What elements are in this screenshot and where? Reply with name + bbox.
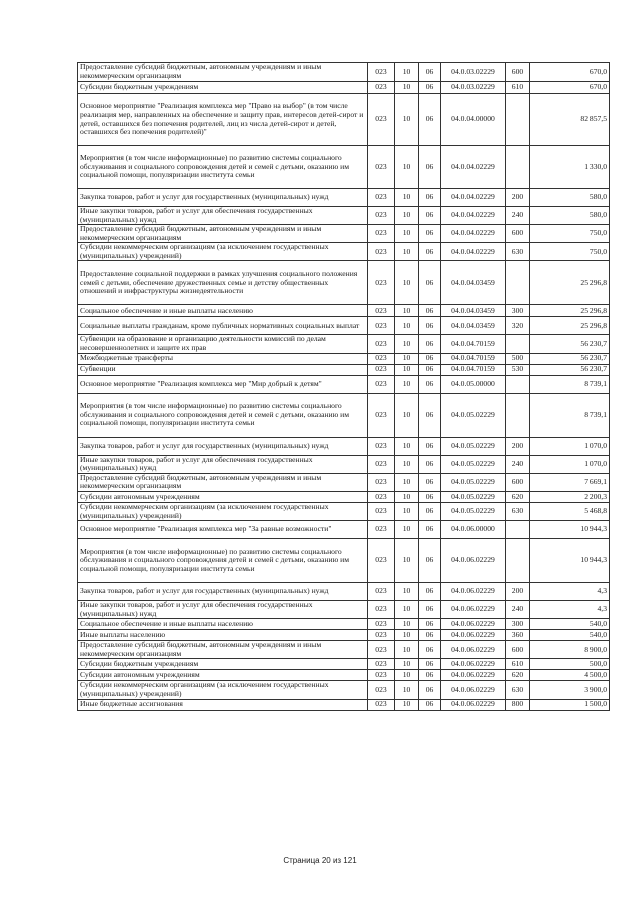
row-subsection-code: 06 xyxy=(419,364,441,375)
row-section-code: 10 xyxy=(395,583,419,601)
row-expense-type: 240 xyxy=(506,207,530,225)
row-section-code: 10 xyxy=(395,82,419,94)
row-target-code: 04.0.06.02229 xyxy=(441,630,506,641)
row-description: Субвенции на образование и организацию деятельности комиссий по делам несовершеннолетних и защите их прав xyxy=(78,335,368,353)
row-description: Предоставление социальной поддержки в рамках улучшения социального положения семей с детьми, обеспечение дружественных семье и детству общественных отношений и инфраструктуры жизнедеятельности xyxy=(78,261,368,305)
row-ministry-code: 023 xyxy=(368,699,395,710)
row-target-code: 04.0.06.02229 xyxy=(441,601,506,619)
row-subsection-code: 06 xyxy=(419,375,441,393)
row-expense-type: 240 xyxy=(506,601,530,619)
table-row xyxy=(78,305,610,317)
row-target-code: 04.0.05.00000 xyxy=(441,375,506,393)
row-section-code: 10 xyxy=(395,94,419,146)
row-section-code: 10 xyxy=(395,455,419,473)
table-row xyxy=(78,670,610,681)
row-section-code: 10 xyxy=(395,63,419,82)
table-row xyxy=(78,437,610,455)
row-subsection-code: 06 xyxy=(419,146,441,189)
table-row xyxy=(78,699,610,710)
row-expense-type: 600 xyxy=(506,225,530,243)
row-section-code: 10 xyxy=(395,521,419,539)
document-page xyxy=(77,62,609,711)
row-subsection-code: 06 xyxy=(419,670,441,681)
row-expense-type: 200 xyxy=(506,583,530,601)
row-description: Основное мероприятие "Реализация комплекса мер "За равные возможности" xyxy=(78,521,368,539)
row-subsection-code: 06 xyxy=(419,225,441,243)
row-description: Закупка товаров, работ и услуг для государственных (муниципальных) нужд xyxy=(78,189,368,207)
table-row xyxy=(78,601,610,619)
row-target-code: 04.0.06.00000 xyxy=(441,521,506,539)
row-subsection-code: 06 xyxy=(419,455,441,473)
row-ministry-code: 023 xyxy=(368,670,395,681)
row-target-code: 04.0.04.00000 xyxy=(441,94,506,146)
row-target-code: 04.0.03.02229 xyxy=(441,82,506,94)
row-ministry-code: 023 xyxy=(368,353,395,364)
row-ministry-code: 023 xyxy=(368,601,395,619)
row-section-code: 10 xyxy=(395,601,419,619)
row-description: Закупка товаров, работ и услуг для государственных (муниципальных) нужд xyxy=(78,583,368,601)
row-description: Предоставление субсидий бюджетным, автономным учреждениям и иным некоммерческим организациям xyxy=(78,225,368,243)
row-subsection-code: 06 xyxy=(419,601,441,619)
row-section-code: 10 xyxy=(395,261,419,305)
row-section-code: 10 xyxy=(395,393,419,437)
row-amount: 10 944,3 xyxy=(530,521,610,539)
row-target-code: 04.0.04.02229 xyxy=(441,189,506,207)
row-expense-type: 300 xyxy=(506,305,530,317)
row-section-code: 10 xyxy=(395,473,419,491)
row-ministry-code: 023 xyxy=(368,305,395,317)
row-section-code: 10 xyxy=(395,243,419,261)
table-row xyxy=(78,94,610,146)
row-target-code: 04.0.04.70159 xyxy=(441,335,506,353)
row-ministry-code: 023 xyxy=(368,375,395,393)
row-subsection-code: 06 xyxy=(419,473,441,491)
row-expense-type: 620 xyxy=(506,491,530,502)
row-ministry-code: 023 xyxy=(368,364,395,375)
row-amount: 500,0 xyxy=(530,659,610,670)
row-amount: 4,3 xyxy=(530,601,610,619)
table-row xyxy=(78,502,610,520)
row-section-code: 10 xyxy=(395,225,419,243)
row-amount: 5 468,8 xyxy=(530,502,610,520)
table-row xyxy=(78,261,610,305)
row-expense-type: 610 xyxy=(506,659,530,670)
row-amount: 10 944,3 xyxy=(530,539,610,583)
row-amount: 82 857,5 xyxy=(530,94,610,146)
table-row xyxy=(78,82,610,94)
row-section-code: 10 xyxy=(395,317,419,335)
row-amount: 2 200,3 xyxy=(530,491,610,502)
row-expense-type: 200 xyxy=(506,189,530,207)
row-subsection-code: 06 xyxy=(419,82,441,94)
row-expense-type: 630 xyxy=(506,502,530,520)
row-expense-type: 610 xyxy=(506,82,530,94)
table-row xyxy=(78,521,610,539)
row-target-code: 04.0.06.02229 xyxy=(441,681,506,699)
table-row xyxy=(78,189,610,207)
row-description: Субсидии некоммерческим организациям (за исключением государственных (муниципальных) учреждений) xyxy=(78,502,368,520)
row-target-code: 04.0.06.02229 xyxy=(441,583,506,601)
row-ministry-code: 023 xyxy=(368,641,395,659)
table-body xyxy=(78,63,610,711)
row-subsection-code: 06 xyxy=(419,619,441,630)
row-section-code: 10 xyxy=(395,375,419,393)
row-ministry-code: 023 xyxy=(368,502,395,520)
row-ministry-code: 023 xyxy=(368,243,395,261)
row-expense-type: 200 xyxy=(506,437,530,455)
row-target-code: 04.0.04.70159 xyxy=(441,364,506,375)
row-section-code: 10 xyxy=(395,364,419,375)
row-target-code: 04.0.05.02229 xyxy=(441,437,506,455)
row-expense-type: 800 xyxy=(506,699,530,710)
row-expense-type: 600 xyxy=(506,473,530,491)
row-description: Социальное обеспечение и иные выплаты населению xyxy=(78,305,368,317)
row-amount: 1 500,0 xyxy=(530,699,610,710)
row-expense-type xyxy=(506,335,530,353)
table-row xyxy=(78,641,610,659)
row-ministry-code: 023 xyxy=(368,473,395,491)
row-amount: 4,3 xyxy=(530,583,610,601)
row-description: Предоставление субсидий бюджетным, автономным учреждениям и иным некоммерческим организациям xyxy=(78,641,368,659)
row-amount: 25 296,8 xyxy=(530,261,610,305)
row-section-code: 10 xyxy=(395,146,419,189)
row-ministry-code: 023 xyxy=(368,437,395,455)
row-description: Межбюджетные трансферты xyxy=(78,353,368,364)
table-row xyxy=(78,243,610,261)
table-row xyxy=(78,583,610,601)
row-description: Закупка товаров, работ и услуг для государственных (муниципальных) нужд xyxy=(78,437,368,455)
row-expense-type: 240 xyxy=(506,455,530,473)
row-subsection-code: 06 xyxy=(419,305,441,317)
row-amount: 540,0 xyxy=(530,630,610,641)
row-description: Иные закупки товаров, работ и услуг для обеспечения государственных (муниципальных) нужд xyxy=(78,207,368,225)
row-subsection-code: 06 xyxy=(419,502,441,520)
row-ministry-code: 023 xyxy=(368,619,395,630)
row-description: Иные бюджетные ассигнования xyxy=(78,699,368,710)
row-section-code: 10 xyxy=(395,335,419,353)
row-expense-type: 320 xyxy=(506,317,530,335)
row-expense-type: 360 xyxy=(506,630,530,641)
row-target-code: 04.0.05.02229 xyxy=(441,455,506,473)
row-description: Субсидии автономным учреждениям xyxy=(78,670,368,681)
row-expense-type: 600 xyxy=(506,641,530,659)
row-ministry-code: 023 xyxy=(368,659,395,670)
row-section-code: 10 xyxy=(395,189,419,207)
row-target-code: 04.0.06.02229 xyxy=(441,619,506,630)
row-expense-type xyxy=(506,521,530,539)
row-section-code: 10 xyxy=(395,491,419,502)
row-target-code: 04.0.04.02229 xyxy=(441,243,506,261)
row-ministry-code: 023 xyxy=(368,521,395,539)
table-row xyxy=(78,207,610,225)
row-ministry-code: 023 xyxy=(368,225,395,243)
row-expense-type xyxy=(506,94,530,146)
row-amount: 56 230,7 xyxy=(530,353,610,364)
row-ministry-code: 023 xyxy=(368,189,395,207)
row-subsection-code: 06 xyxy=(419,63,441,82)
row-amount: 8 739,1 xyxy=(530,393,610,437)
row-subsection-code: 06 xyxy=(419,261,441,305)
row-section-code: 10 xyxy=(395,699,419,710)
row-amount: 580,0 xyxy=(530,189,610,207)
row-expense-type xyxy=(506,261,530,305)
row-section-code: 10 xyxy=(395,437,419,455)
row-description: Субсидии некоммерческим организациям (за исключением государственных (муниципальных) учреждений) xyxy=(78,681,368,699)
row-description: Иные закупки товаров, работ и услуг для обеспечения государственных (муниципальных) нужд xyxy=(78,601,368,619)
table-row xyxy=(78,393,610,437)
row-expense-type xyxy=(506,539,530,583)
row-subsection-code: 06 xyxy=(419,681,441,699)
row-amount: 8 739,1 xyxy=(530,375,610,393)
row-description: Субсидии бюджетным учреждениям xyxy=(78,82,368,94)
row-subsection-code: 06 xyxy=(419,393,441,437)
row-description: Социальное обеспечение и иные выплаты населению xyxy=(78,619,368,630)
row-amount: 670,0 xyxy=(530,63,610,82)
row-ministry-code: 023 xyxy=(368,455,395,473)
row-section-code: 10 xyxy=(395,619,419,630)
row-ministry-code: 023 xyxy=(368,82,395,94)
row-section-code: 10 xyxy=(395,670,419,681)
row-description: Предоставление субсидий бюджетным, автономным учреждениям и иным некоммерческим организациям xyxy=(78,63,368,82)
row-target-code: 04.0.06.02229 xyxy=(441,641,506,659)
row-amount: 580,0 xyxy=(530,207,610,225)
row-subsection-code: 06 xyxy=(419,491,441,502)
row-subsection-code: 06 xyxy=(419,437,441,455)
row-ministry-code: 023 xyxy=(368,539,395,583)
row-ministry-code: 023 xyxy=(368,146,395,189)
table-row xyxy=(78,619,610,630)
table-row xyxy=(78,681,610,699)
table-row xyxy=(78,63,610,82)
row-subsection-code: 06 xyxy=(419,583,441,601)
row-target-code: 04.0.05.02229 xyxy=(441,473,506,491)
table-row xyxy=(78,364,610,375)
row-section-code: 10 xyxy=(395,681,419,699)
budget-table xyxy=(77,62,610,711)
row-subsection-code: 06 xyxy=(419,243,441,261)
row-section-code: 10 xyxy=(395,502,419,520)
row-section-code: 10 xyxy=(395,207,419,225)
row-subsection-code: 06 xyxy=(419,94,441,146)
row-description: Предоставление субсидий бюджетным, автономным учреждениям и иным некоммерческим организациям xyxy=(78,473,368,491)
table-row xyxy=(78,630,610,641)
table-row xyxy=(78,225,610,243)
row-amount: 3 900,0 xyxy=(530,681,610,699)
row-description: Субсидии бюджетным учреждениям xyxy=(78,659,368,670)
table-row xyxy=(78,335,610,353)
row-expense-type xyxy=(506,146,530,189)
row-target-code: 04.0.06.02229 xyxy=(441,699,506,710)
row-amount: 8 900,0 xyxy=(530,641,610,659)
row-subsection-code: 06 xyxy=(419,630,441,641)
table-row xyxy=(78,539,610,583)
table-row xyxy=(78,455,610,473)
row-ministry-code: 023 xyxy=(368,94,395,146)
row-subsection-code: 06 xyxy=(419,353,441,364)
row-description: Социальные выплаты гражданам, кроме публичных нормативных социальных выплат xyxy=(78,317,368,335)
row-ministry-code: 023 xyxy=(368,583,395,601)
row-expense-type: 300 xyxy=(506,619,530,630)
table-row xyxy=(78,353,610,364)
row-description: Иные закупки товаров, работ и услуг для обеспечения государственных (муниципальных) нужд xyxy=(78,455,368,473)
row-amount: 670,0 xyxy=(530,82,610,94)
row-amount: 750,0 xyxy=(530,243,610,261)
table-row xyxy=(78,375,610,393)
row-target-code: 04.0.06.02229 xyxy=(441,539,506,583)
row-target-code: 04.0.06.02229 xyxy=(441,659,506,670)
row-target-code: 04.0.06.02229 xyxy=(441,670,506,681)
row-expense-type: 530 xyxy=(506,364,530,375)
row-amount: 540,0 xyxy=(530,619,610,630)
table-row xyxy=(78,317,610,335)
row-subsection-code: 06 xyxy=(419,189,441,207)
row-description: Субвенции xyxy=(78,364,368,375)
row-expense-type: 500 xyxy=(506,353,530,364)
row-section-code: 10 xyxy=(395,305,419,317)
row-target-code: 04.0.05.02229 xyxy=(441,502,506,520)
row-amount: 1 070,0 xyxy=(530,437,610,455)
row-target-code: 04.0.04.02229 xyxy=(441,225,506,243)
row-amount: 750,0 xyxy=(530,225,610,243)
table-row xyxy=(78,473,610,491)
row-subsection-code: 06 xyxy=(419,335,441,353)
row-expense-type xyxy=(506,393,530,437)
row-subsection-code: 06 xyxy=(419,207,441,225)
row-description: Основное мероприятие "Реализация комплекса мер "Мир добрый к детям" xyxy=(78,375,368,393)
row-amount: 56 230,7 xyxy=(530,364,610,375)
row-target-code: 04.0.04.02229 xyxy=(441,207,506,225)
row-amount: 1 070,0 xyxy=(530,455,610,473)
row-amount: 25 296,8 xyxy=(530,317,610,335)
row-subsection-code: 06 xyxy=(419,539,441,583)
row-subsection-code: 06 xyxy=(419,317,441,335)
row-ministry-code: 023 xyxy=(368,335,395,353)
row-subsection-code: 06 xyxy=(419,699,441,710)
row-ministry-code: 023 xyxy=(368,630,395,641)
row-ministry-code: 023 xyxy=(368,207,395,225)
row-expense-type: 630 xyxy=(506,243,530,261)
row-description: Субсидии некоммерческим организациям (за исключением государственных (муниципальных) учреждений) xyxy=(78,243,368,261)
row-expense-type xyxy=(506,375,530,393)
row-description: Иные выплаты населению xyxy=(78,630,368,641)
row-description: Основное мероприятие "Реализация комплекса мер "Право на выбор" (в том числе реализация мер, направленных на обеспечение и защиту прав, интересов детей-сирот и детей, оставшихся без попечения родителей, лиц из числа детей-сирот и детей, оставшихся без попечения родителей)" xyxy=(78,94,368,146)
row-expense-type: 630 xyxy=(506,681,530,699)
row-expense-type: 600 xyxy=(506,63,530,82)
row-target-code: 04.0.04.70159 xyxy=(441,353,506,364)
row-amount: 7 669,1 xyxy=(530,473,610,491)
row-section-code: 10 xyxy=(395,641,419,659)
row-amount: 56 230,7 xyxy=(530,335,610,353)
row-description: Мероприятия (в том числе информационные) по развитию системы социального обслуживания и социального сопровождения детей и семей с детьми, оказанию им социальной помощи, популяризации института семьи xyxy=(78,393,368,437)
table-row xyxy=(78,146,610,189)
row-target-code: 04.0.04.03459 xyxy=(441,261,506,305)
row-ministry-code: 023 xyxy=(368,261,395,305)
row-ministry-code: 023 xyxy=(368,393,395,437)
row-ministry-code: 023 xyxy=(368,317,395,335)
page-number: Страница 20 из 121 xyxy=(283,856,357,865)
row-target-code: 04.0.04.03459 xyxy=(441,305,506,317)
row-section-code: 10 xyxy=(395,630,419,641)
row-ministry-code: 023 xyxy=(368,491,395,502)
row-target-code: 04.0.04.02229 xyxy=(441,146,506,189)
row-amount: 4 500,0 xyxy=(530,670,610,681)
row-section-code: 10 xyxy=(395,539,419,583)
table-row xyxy=(78,491,610,502)
row-target-code: 04.0.04.03459 xyxy=(441,317,506,335)
row-expense-type: 620 xyxy=(506,670,530,681)
row-amount: 25 296,8 xyxy=(530,305,610,317)
row-subsection-code: 06 xyxy=(419,659,441,670)
row-section-code: 10 xyxy=(395,659,419,670)
row-description: Мероприятия (в том числе информационные) по развитию системы социального обслуживания и социального сопровождения детей и семей с детьми, оказанию им социальной помощи, популяризации института семьи xyxy=(78,146,368,189)
row-section-code: 10 xyxy=(395,353,419,364)
row-description: Субсидии автономным учреждениям xyxy=(78,491,368,502)
row-target-code: 04.0.05.02229 xyxy=(441,491,506,502)
row-description: Мероприятия (в том числе информационные) по развитию системы социального обслуживания и социального сопровождения детей и семей с детьми, оказанию им социальной помощи, популяризации института семьи xyxy=(78,539,368,583)
row-subsection-code: 06 xyxy=(419,641,441,659)
row-amount: 1 330,0 xyxy=(530,146,610,189)
row-subsection-code: 06 xyxy=(419,521,441,539)
row-ministry-code: 023 xyxy=(368,681,395,699)
row-target-code: 04.0.05.02229 xyxy=(441,393,506,437)
table-row xyxy=(78,659,610,670)
row-ministry-code: 023 xyxy=(368,63,395,82)
row-target-code: 04.0.03.02229 xyxy=(441,63,506,82)
